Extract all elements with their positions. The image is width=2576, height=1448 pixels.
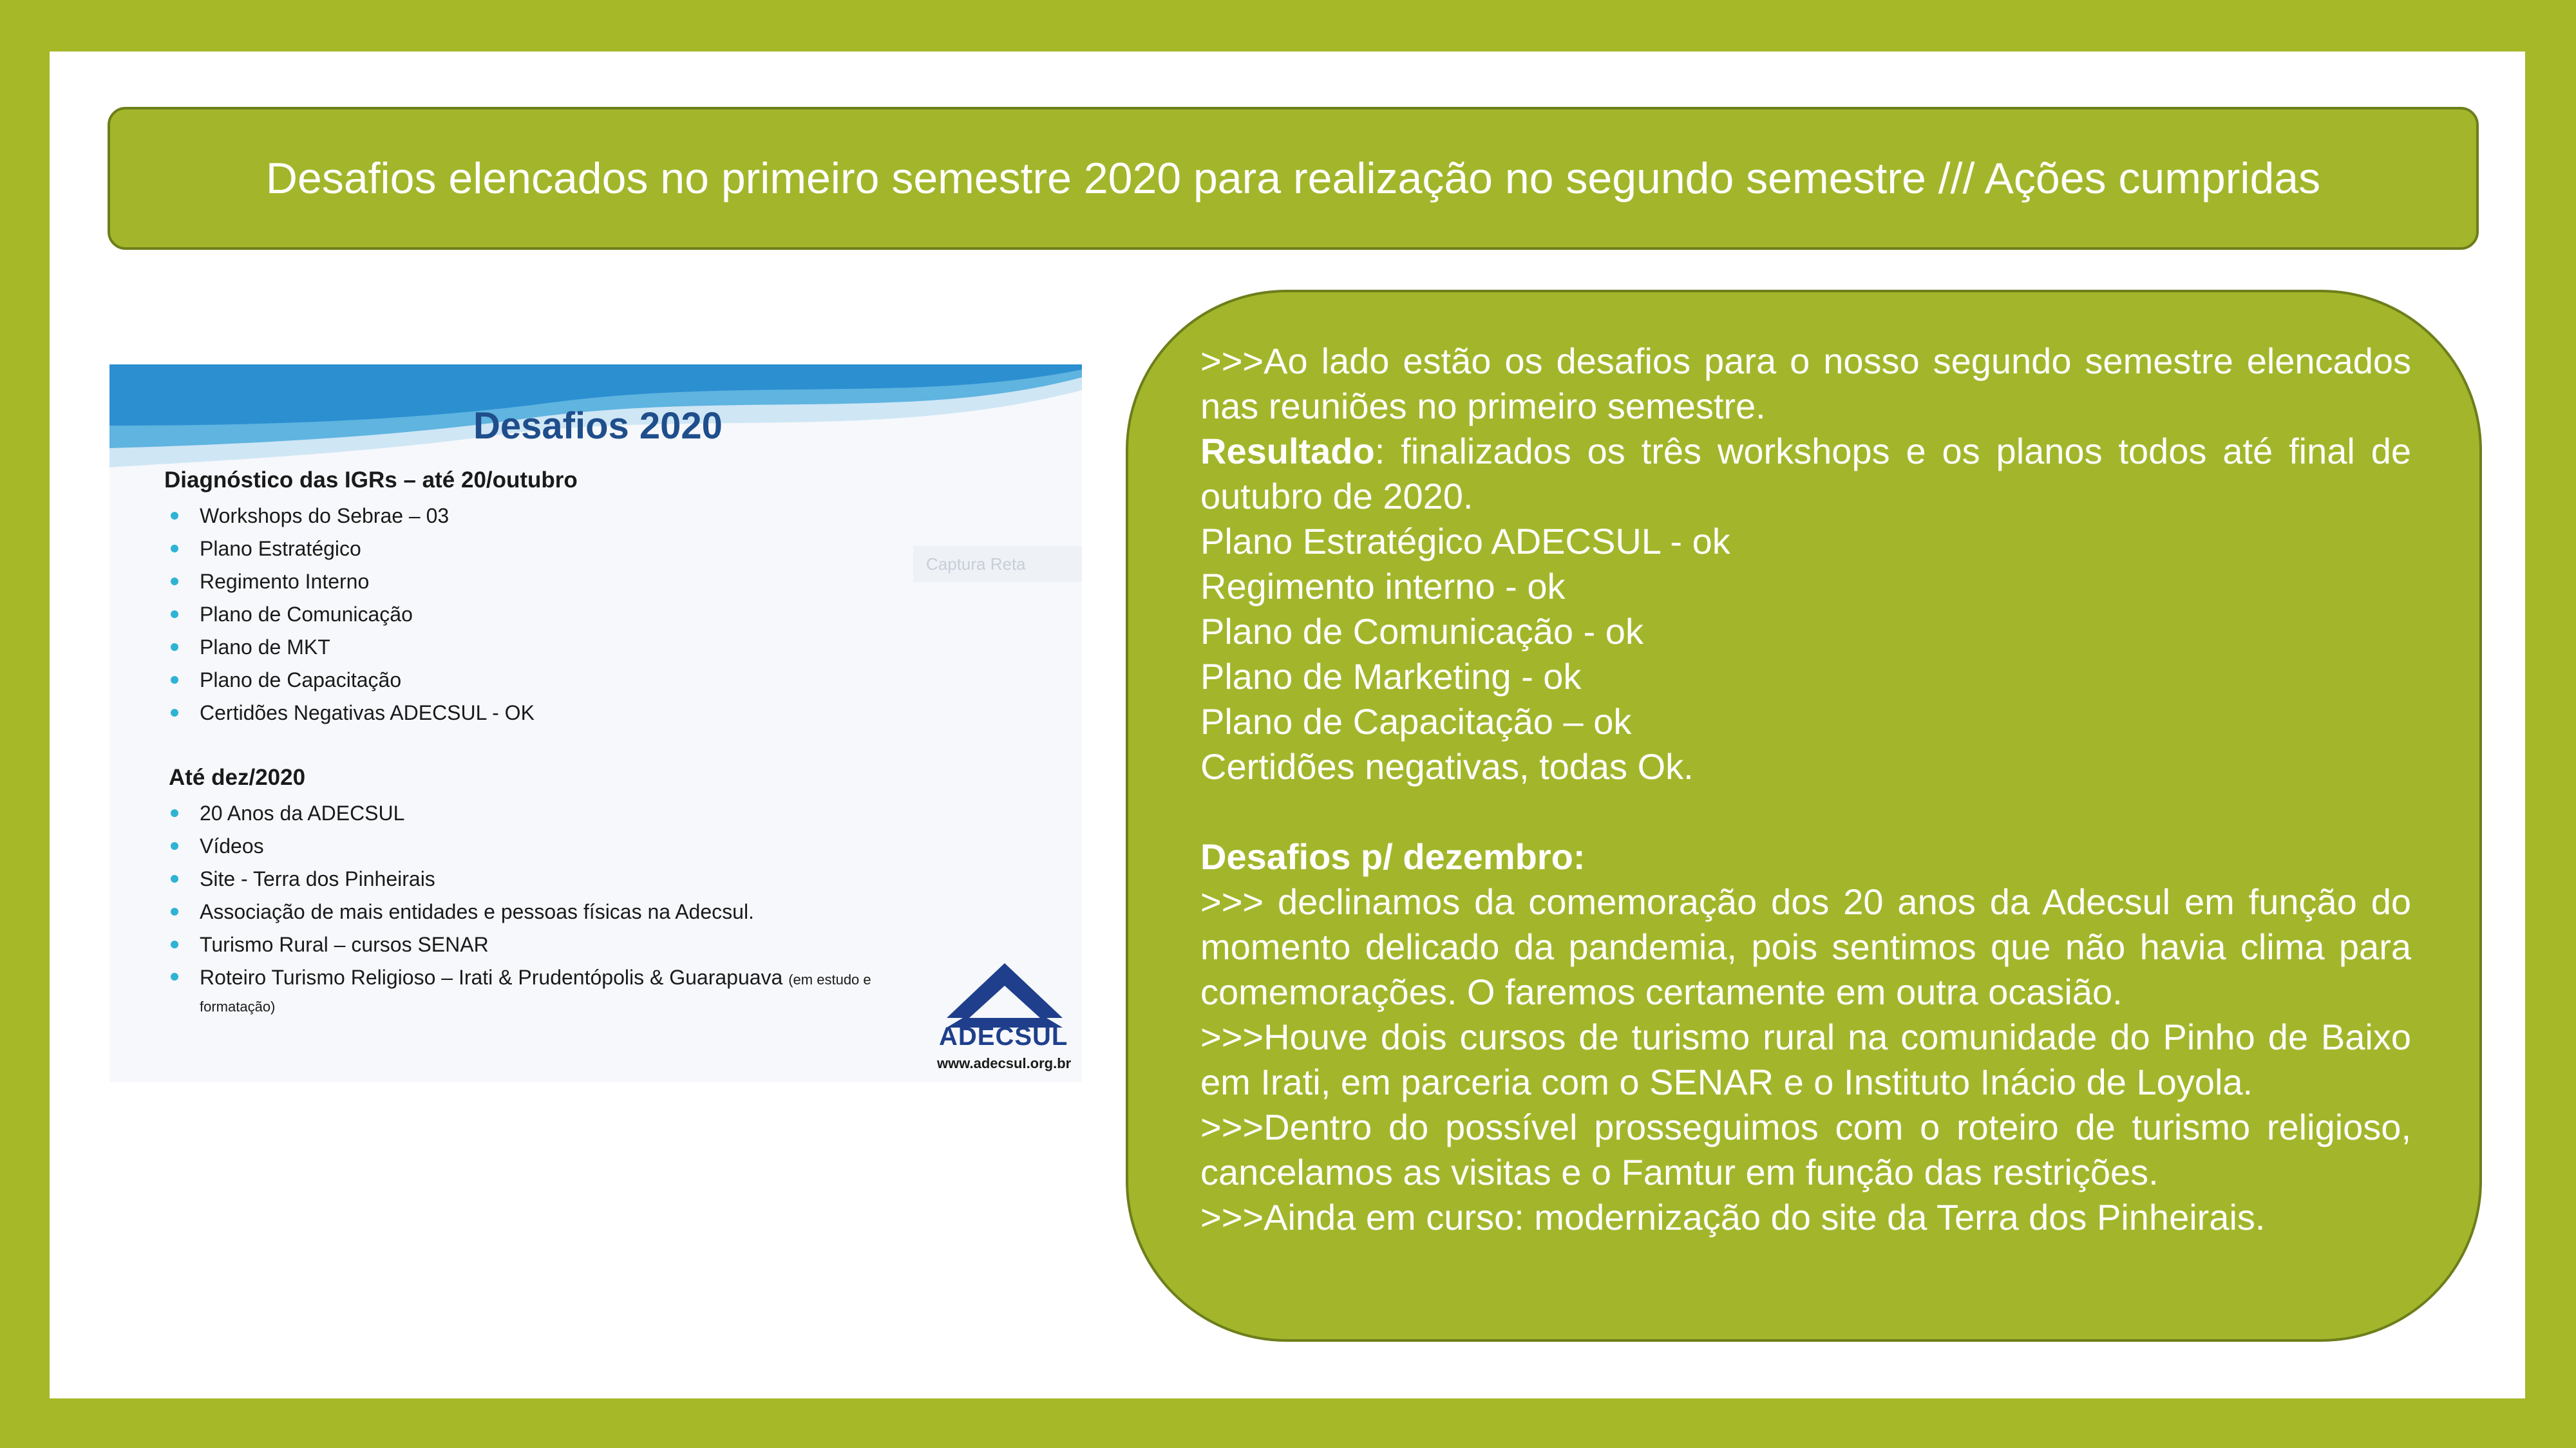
section-heading-dez: Até dez/2020 xyxy=(169,765,306,790)
embedded-heading: Desafios 2020 xyxy=(473,405,723,447)
list-item: Plano de MKT xyxy=(164,631,535,664)
logo-text: ADECSUL xyxy=(939,1022,1068,1051)
status-line: Regimento interno - ok xyxy=(1200,566,1566,606)
intro-paragraph: >>>Ao lado estão os desafios para o nosso segundo semestre elencados nas reuniões no primeiro semestre. xyxy=(1200,341,2411,426)
logo-url: www.adecsul.org.br xyxy=(937,1055,1072,1071)
december-paragraph: >>>Ainda em curso: modernização do site da Terra dos Pinheirais. xyxy=(1200,1197,2266,1237)
list-item: Plano de Capacitação xyxy=(164,664,535,697)
december-paragraph: >>>Dentro do possível prosseguimos com o roteiro de turismo religioso, cancelamos as visitas e o Famtur em função das restrições. xyxy=(1200,1107,2411,1192)
list-item: Workshops do Sebrae – 03 xyxy=(164,500,535,532)
status-line: Certidões negativas, todas Ok. xyxy=(1200,746,1694,787)
list-item: Turismo Rural – cursos SENAR xyxy=(164,928,947,961)
result-paragraph: Resultado: finalizados os três workshops e os planos todos até final de outubro de 2020. xyxy=(1200,431,2411,516)
list-item: Site - Terra dos Pinheirais xyxy=(164,863,947,896)
status-line: Plano de Capacitação – ok xyxy=(1200,701,1632,742)
section-heading-igrs: Diagnóstico das IGRs – até 20/outubro xyxy=(164,467,578,493)
december-heading: Desafios p/ dezembro: xyxy=(1200,836,1586,877)
list-item: Roteiro Turismo Religioso – Irati & Prudentópolis & Guarapuava (em estudo e formatação) xyxy=(164,961,947,1019)
status-line: Plano Estratégico ADECSUL - ok xyxy=(1200,521,1730,561)
title-banner xyxy=(108,107,2479,250)
list-item: Plano Estratégico xyxy=(164,532,535,565)
december-paragraph: >>> declinamos da comemoração dos 20 anos da Adecsul em função do momento delicado da pandemia, pois sentimos que não havia clima para comemorações. O faremos certamente em outra ocasião. xyxy=(1200,881,2411,1012)
results-text xyxy=(1200,339,2411,1240)
status-line: Plano de Comunicação - ok xyxy=(1200,611,1643,652)
section1-list xyxy=(164,500,535,729)
list-item: 20 Anos da ADECSUL xyxy=(164,797,947,830)
status-line: Plano de Marketing - ok xyxy=(1200,656,1582,697)
results-panel xyxy=(1126,290,2482,1342)
spacer xyxy=(1200,789,2411,834)
embedded-slide-image xyxy=(109,364,1082,1082)
list-item: Associação de mais entidades e pessoas físicas na Adecsul. xyxy=(164,896,947,928)
list-item: Certidões Negativas ADECSUL - OK xyxy=(164,697,535,729)
december-paragraph: >>>Houve dois cursos de turismo rural na comunidade do Pinho de Baixo em Irati, em parceria com o SENAR e o Instituto Inácio de Loyola. xyxy=(1200,1017,2411,1102)
list-item: Plano de Comunicação xyxy=(164,598,535,631)
slide-title: Desafios elencados no primeiro semestre 2020 para realização no segundo semestre /// Ações cumpridas xyxy=(265,154,2321,203)
capture-tooltip: Captura Reta xyxy=(913,546,1082,582)
list-item: Regimento Interno xyxy=(164,565,535,598)
section2-list xyxy=(164,797,947,1019)
list-item: Vídeos xyxy=(164,830,947,863)
